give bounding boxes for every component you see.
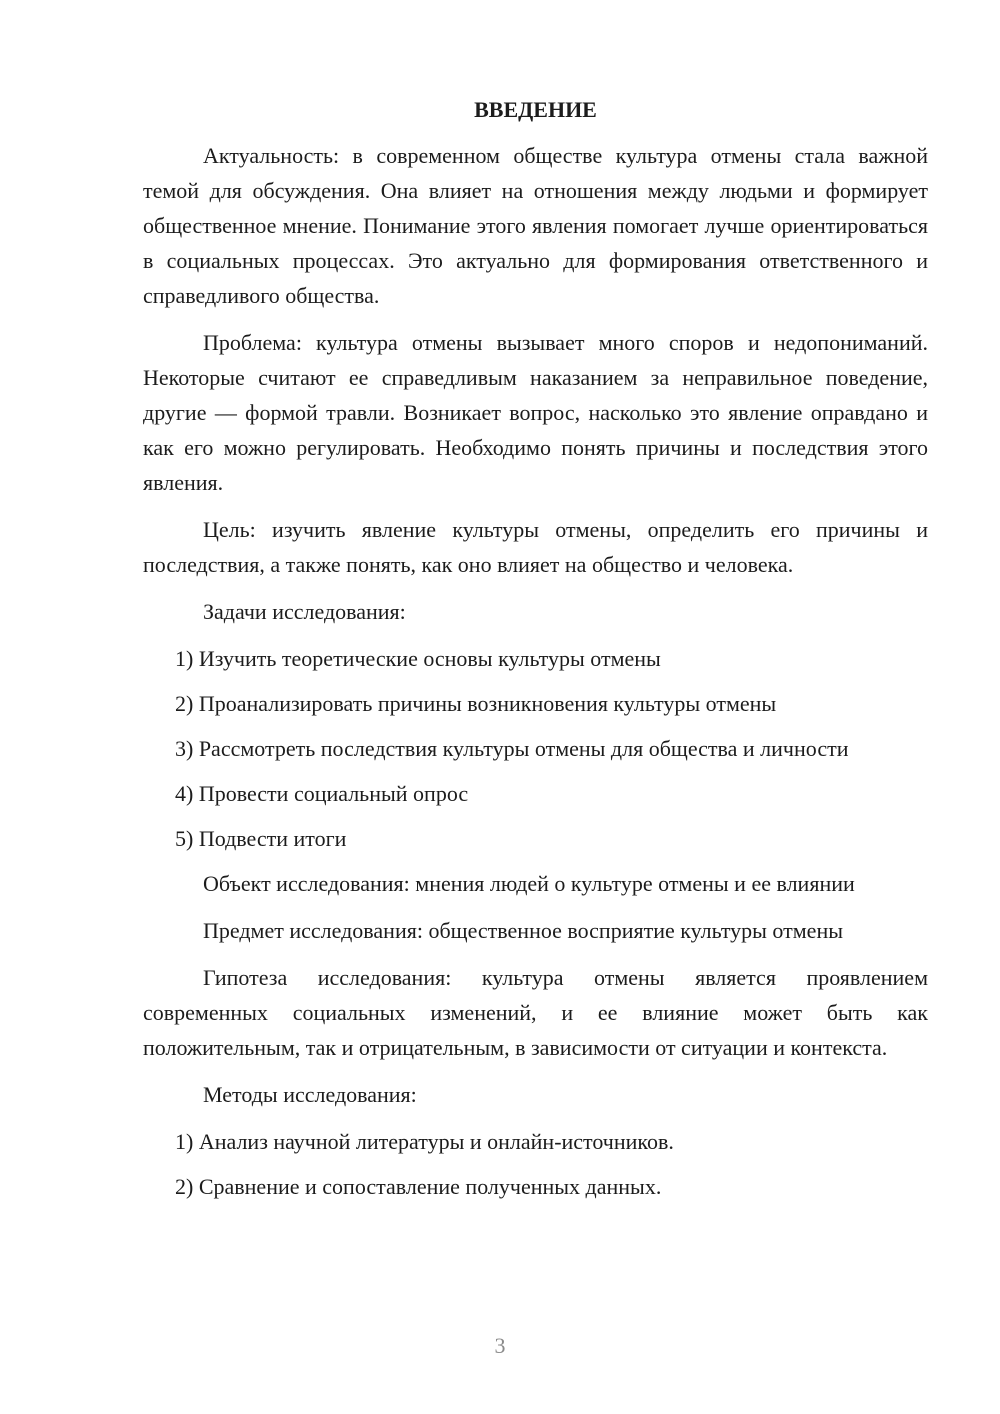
document-page bbox=[143, 92, 928, 1214]
problem-paragraph: Проблема: культура отмены вызывает много споров и недопониманий. Некоторые считают ее справедливым наказанием за неправильное поведение, другие — формой травли. Возникает вопрос, насколько это явление оправдано и как его можно регулировать. Необходимо понять причины и последствия этого явления. bbox=[143, 330, 928, 495]
tasks-heading: Задачи исследования: bbox=[203, 599, 406, 624]
method-item-1: 1) Анализ научной литературы и онлайн-источников. bbox=[175, 1129, 674, 1154]
object-paragraph: Объект исследования: мнения людей о культуре отмены и ее влиянии bbox=[203, 871, 855, 896]
task-item-5: 5) Подвести итоги bbox=[175, 826, 347, 851]
page-title: ВВЕДЕНИЕ bbox=[474, 97, 597, 122]
task-item-4: 4) Провести социальный опрос bbox=[175, 781, 469, 806]
relevance-paragraph: Актуальность: в современном обществе культура отмены стала важной темой для обсуждения. Она влияет на отношения между людьми и формирует общественное мнение. Понимание этого явления помогает лучше ориентироваться в социальных процессах. Это актуально для формирования ответственного и справедливого общества. bbox=[143, 143, 928, 308]
methods-heading: Методы исследования: bbox=[203, 1082, 417, 1107]
hypothesis-paragraph: Гипотеза исследования: культура отмены является проявлением современных социальных изменений, и ее влияние может быть как положительным, так и отрицательным, в зависимости от ситуации и контекста. bbox=[143, 965, 928, 1060]
task-item-3: 3) Рассмотреть последствия культуры отмены для общества и личности bbox=[175, 736, 849, 761]
method-item-2: 2) Сравнение и сопоставление полученных данных. bbox=[175, 1174, 662, 1199]
task-item-2: 2) Проанализировать причины возникновения культуры отмены bbox=[175, 691, 777, 716]
task-item-1: 1) Изучить теоретические основы культуры отмены bbox=[175, 646, 661, 671]
goal-paragraph: Цель: изучить явление культуры отмены, определить его причины и последствия, а также понять, как оно влияет на общество и человека. bbox=[143, 517, 928, 577]
subject-paragraph: Предмет исследования: общественное восприятие культуры отмены bbox=[203, 918, 843, 943]
page-number: 3 bbox=[494, 1333, 506, 1358]
